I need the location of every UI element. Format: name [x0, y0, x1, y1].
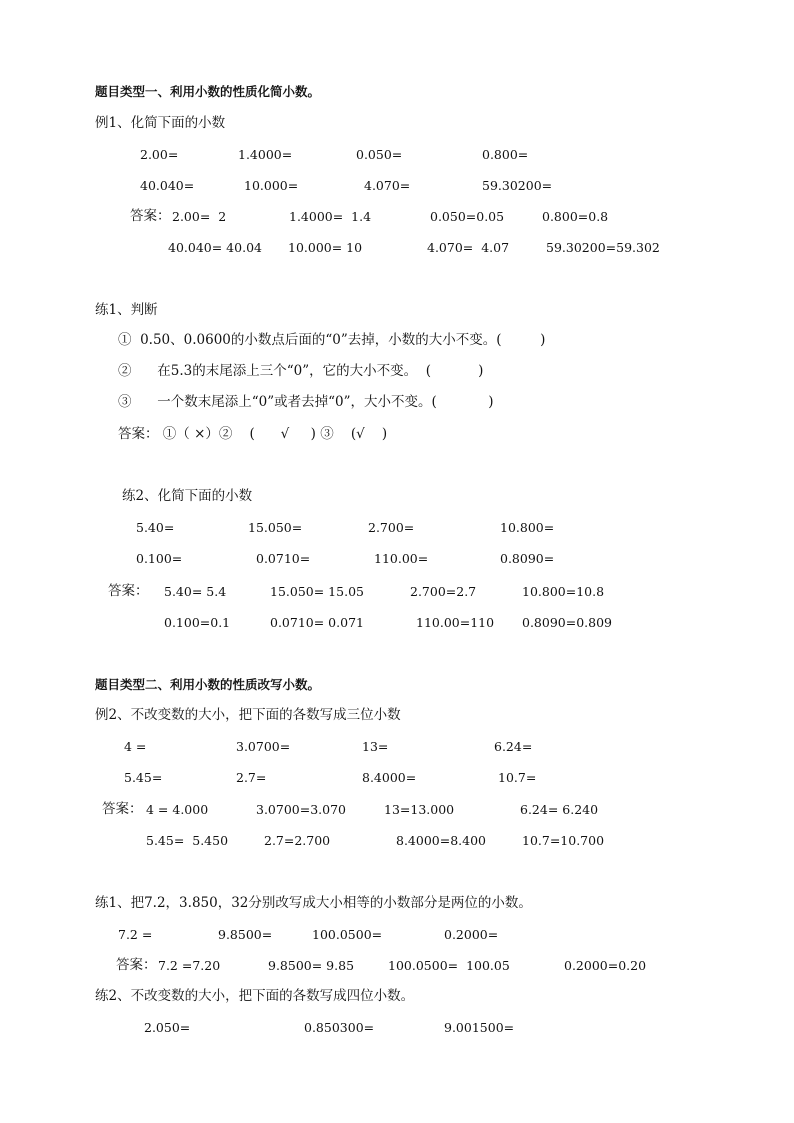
example2-q4: 6.24= — [494, 739, 533, 754]
example2-a7: 8.4000=8.400 — [396, 833, 486, 848]
section2-practice1-answer-label: 答案： — [116, 957, 157, 973]
example1-a3: 0.050=0.05 — [430, 209, 505, 224]
practice1-item1: ① 0.50、0.0600的小数点后面的“0”去掉，小数的大小不变。( ) — [118, 332, 546, 348]
practice2-q3: 2.700= — [368, 520, 415, 535]
example1-q5: 40.040= — [140, 178, 195, 193]
practice2-title: 练2、化简下面的小数 — [122, 488, 253, 504]
practice2-q5: 0.100= — [136, 551, 183, 566]
section2-practice2-q1: 2.050= — [144, 1020, 191, 1035]
example2-a3: 13=13.000 — [384, 802, 455, 817]
example2-a6: 2.7=2.700 — [264, 833, 331, 848]
section2-practice2-q3: 9.001500= — [444, 1020, 515, 1035]
section2-practice1-a4: 0.2000=0.20 — [564, 958, 647, 973]
example1-a8: 59.30200=59.302 — [546, 240, 660, 255]
example2-q5: 5.45= — [124, 770, 163, 785]
section2-practice1-a1: 7.2 =7.20 — [158, 958, 221, 973]
practice2-q6: 0.0710= — [256, 551, 311, 566]
practice2-q1: 5.40= — [136, 520, 175, 535]
example2-a1: 4 = 4.000 — [146, 802, 209, 817]
example2-title: 例2、不改变数的大小，把下面的各数写成三位小数 — [95, 707, 401, 723]
example1-answer-label: 答案： — [130, 208, 171, 224]
section2-practice1-q1: 7.2 = — [118, 927, 153, 942]
section2-practice1-q2: 9.8500= — [218, 927, 273, 942]
example1-a2: 1.4000= 1.4 — [289, 209, 372, 224]
practice2-a6: 0.0710= 0.071 — [270, 615, 364, 630]
example2-a8: 10.7=10.700 — [522, 833, 605, 848]
practice2-a8: 0.8090=0.809 — [522, 615, 612, 630]
example2-q3: 13= — [362, 739, 389, 754]
example2-a4: 6.24= 6.240 — [520, 802, 599, 817]
example1-q8: 59.30200= — [482, 178, 553, 193]
example2-q8: 10.7= — [498, 770, 537, 785]
section2-practice1-a3: 100.0500= 100.05 — [388, 958, 510, 973]
section2-practice1-title: 练1、把7.2，3.850，32分别改写成大小相等的小数部分是两位的小数。 — [95, 895, 532, 911]
practice2-q2: 15.050= — [248, 520, 303, 535]
example1-a4: 0.800=0.8 — [542, 209, 609, 224]
section2-practice2-title: 练2、不改变数的大小，把下面的各数写成四位小数。 — [95, 988, 415, 1004]
practice2-answer-label: 答案： — [108, 583, 149, 599]
section2-practice1-a2: 9.8500= 9.85 — [268, 958, 355, 973]
practice2-a4: 10.800=10.8 — [522, 584, 605, 599]
practice1-item3: ③ 一个数末尾添上“0”或者去掉“0”，大小不变。( ) — [118, 394, 494, 410]
example1-a7: 4.070= 4.07 — [427, 240, 510, 255]
example1-title: 例1、化简下面的小数 — [95, 115, 226, 131]
example2-a5: 5.45= 5.450 — [146, 833, 229, 848]
example1-a1: 2.00= 2 — [172, 209, 227, 224]
practice1-title: 练1、判断 — [95, 302, 158, 318]
example1-a6: 10.000= 10 — [288, 240, 363, 255]
practice2-q7: 110.00= — [374, 551, 429, 566]
practice2-a5: 0.100=0.1 — [164, 615, 231, 630]
section2-practice2-q2: 0.850300= — [304, 1020, 375, 1035]
example2-q2: 3.0700= — [236, 739, 291, 754]
practice1-answer: 答案： ①（ ×）② ( √ ) ③ (√ ) — [118, 426, 388, 442]
section1-heading: 题目类型一、利用小数的性质化简小数。 — [95, 84, 321, 99]
practice2-q8: 0.8090= — [500, 551, 555, 566]
practice2-q4: 10.800= — [500, 520, 555, 535]
example1-q1: 2.00= — [140, 147, 179, 162]
practice2-a2: 15.050= 15.05 — [270, 584, 364, 599]
practice1-item2: ② 在5.3的末尾添上三个“0”，它的大小不变。 ( ) — [118, 363, 484, 379]
example1-q4: 0.800= — [482, 147, 529, 162]
practice2-a7: 110.00=110 — [416, 615, 495, 630]
example1-q2: 1.4000= — [238, 147, 293, 162]
section2-practice1-q4: 0.2000= — [444, 927, 499, 942]
example2-q7: 8.4000= — [362, 770, 417, 785]
example1-q6: 10.000= — [244, 178, 299, 193]
example1-q7: 4.070= — [364, 178, 411, 193]
section2-heading: 题目类型二、利用小数的性质改写小数。 — [95, 677, 321, 692]
practice2-a3: 2.700=2.7 — [410, 584, 477, 599]
example2-answer-label: 答案： — [102, 801, 143, 817]
example1-q3: 0.050= — [356, 147, 403, 162]
section2-practice1-q3: 100.0500= — [312, 927, 383, 942]
example2-q6: 2.7= — [236, 770, 267, 785]
practice2-a1: 5.40= 5.4 — [164, 584, 227, 599]
example1-a5: 40.040= 40.04 — [168, 240, 262, 255]
example2-a2: 3.0700=3.070 — [256, 802, 346, 817]
example2-q1: 4 = — [124, 739, 147, 754]
